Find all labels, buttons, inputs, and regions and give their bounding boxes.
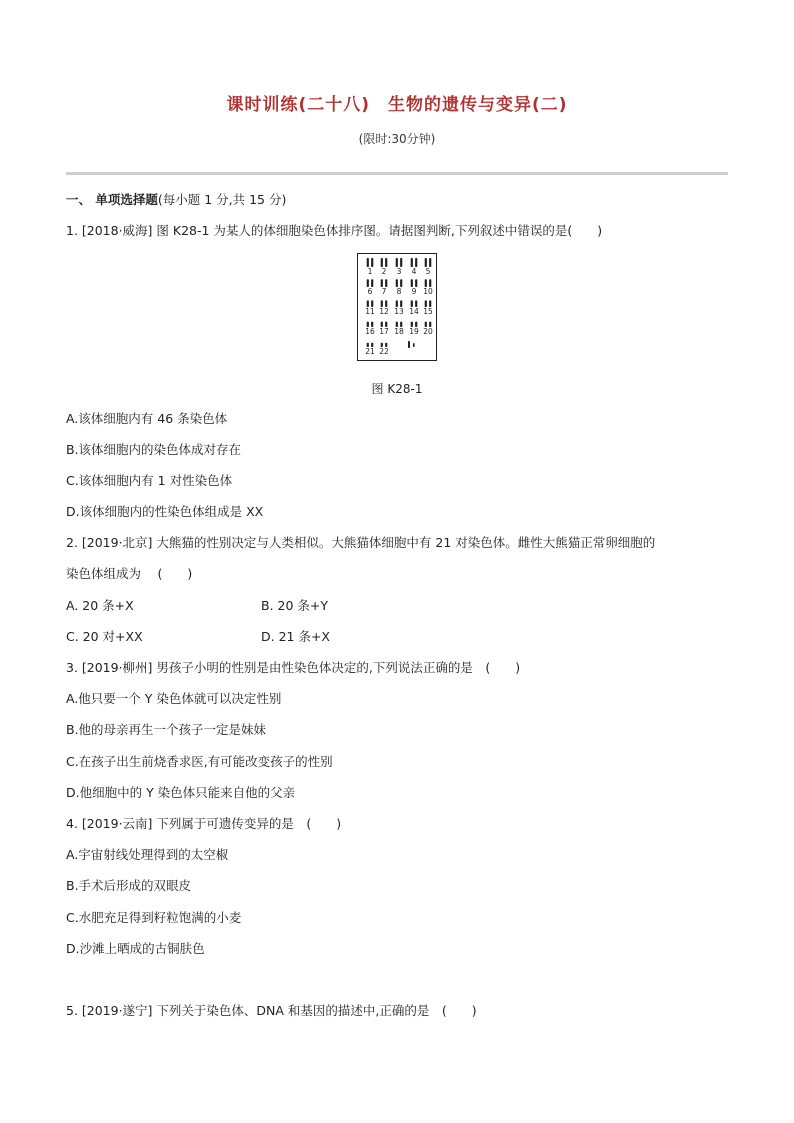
chromosome-label: 11 [365,307,375,316]
question-2-option-a: A. 20 条+X [66,598,134,613]
sex-chromosome-2 [413,343,415,347]
chromosome-label: 14 [409,307,419,316]
chromosome-15-1 [425,300,427,307]
question-2-stem: 2. [2019·北京] 大熊猫的性别决定与人类相似。大熊猫体细胞中有 21 对染色体。雌性大熊猫正常卵细胞的 [66,535,656,550]
chromosome-12-1 [381,300,383,307]
question-2-option-d: D. 21 条+X [261,629,330,644]
chromosome-label: 20 [423,327,433,336]
question-3-option-c: C.在孩子出生前烧香求医,有可能改变孩子的性别 [66,754,333,769]
chromosome-13-1 [396,300,398,307]
chromosome-15-2 [429,300,431,307]
chromosome-label: 7 [381,287,387,296]
question-1-option-b: B.该体细胞内的染色体成对存在 [66,442,242,457]
chromosome-6-1 [367,279,369,287]
chromosome-3-1 [396,258,398,267]
chromosome-label: 18 [394,327,404,336]
question-3-stem: 3. [2019·柳州] 男孩子小明的性别是由性染色体决定的,下列说法正确的是 ( ) [66,660,521,675]
chromosome-label: 5 [425,267,431,276]
chromosome-14-1 [411,300,413,307]
section-note: (每小题 1 分,共 15 分) [157,192,287,207]
question-4-option-d: D.沙滩上晒成的古铜肤色 [66,941,205,956]
chromosome-label: 15 [423,307,433,316]
question-4-option-a: A.宇宙射线处理得到的太空椒 [66,847,229,862]
chromosome-1-1 [367,258,369,267]
question-4-stem: 4. [2019·云南] 下列属于可遗传变异的是 ( ) [66,816,342,831]
chromosome-label: 12 [379,307,389,316]
question-1-stem: 1. [2018·威海] 图 K28-1 为某人的体细胞染色体排序图。请据图判断,下列叙述中错误的是( ) [66,223,603,238]
time-limit: (限时:30分钟) [358,132,436,146]
chromosome-label: 17 [379,327,389,336]
chromosome-4-1 [411,258,413,267]
karyotype-figure [357,253,437,361]
question-4-option-c: C.水肥充足得到籽粒饱满的小麦 [66,910,242,925]
chromosome-label: 22 [379,347,389,356]
chromosome-11-2 [371,300,373,307]
chromosome-11-1 [367,300,369,307]
question-5-stem: 5. [2019·遂宁] 下列关于染色体、DNA 和基因的描述中,正确的是 ( ) [66,1003,477,1018]
section-heading [66,192,286,208]
header-divider [66,172,728,175]
chromosome-5-2 [429,258,431,267]
chromosome-1-2 [371,258,373,267]
section-title: 一、 单项选择题 [66,192,158,207]
chromosome-label: 16 [365,327,375,336]
chromosome-label: 6 [367,287,373,296]
question-1-option-d: D.该体细胞内的性染色体组成是 XX [66,504,264,519]
question-1-option-a: A.该体细胞内有 46 条染色体 [66,411,228,426]
chromosome-label: 21 [365,347,375,356]
chromosome-9-1 [411,279,413,287]
chromosome-label: 3 [396,267,402,276]
chromosome-label: 9 [411,287,417,296]
chromosome-label: 2 [381,267,387,276]
chromosome-2-2 [385,258,387,267]
chromosome-label: 10 [423,287,433,296]
chromosome-13-2 [400,300,402,307]
question-4-option-b: B.手术后形成的双眼皮 [66,878,192,893]
chromosome-10-1 [425,279,427,287]
question-2-option-b: B. 20 条+Y [261,598,329,613]
question-2-option-c: C. 20 对+XX [66,629,143,644]
question-2-stem-continued: 染色体组成为 ( ) [66,566,193,581]
sex-chromosome-1 [408,341,410,348]
figure-caption: 图 K28-1 [371,382,423,396]
chromosome-label: 1 [367,267,373,276]
karyotype-image [358,254,435,359]
chromosome-7-1 [381,279,383,287]
chromosome-10-2 [429,279,431,287]
chromosome-4-2 [415,258,417,267]
chromosome-5-1 [425,258,427,267]
question-3-option-d: D.他细胞中的 Y 染色体只能来自他的父亲 [66,785,296,800]
chromosome-8-1 [396,279,398,287]
question-3-option-b: B.他的母亲再生一个孩子一定是妹妹 [66,722,267,737]
chromosome-label: 19 [409,327,419,336]
question-3-option-a: A.他只要一个 Y 染色体就可以决定性别 [66,691,282,706]
chromosome-3-2 [400,258,402,267]
chromosome-2-1 [381,258,383,267]
chromosome-label: 13 [394,307,404,316]
chromosome-12-2 [385,300,387,307]
chromosome-14-2 [415,300,417,307]
page-title: 课时训练(二十八) 生物的遗传与变异(二) [226,95,568,115]
chromosome-8-2 [400,279,402,287]
chromosome-9-2 [415,279,417,287]
chromosome-7-2 [385,279,387,287]
question-1-option-c: C.该体细胞内有 1 对性染色体 [66,473,233,488]
chromosome-6-2 [371,279,373,287]
chromosome-label: 4 [411,267,417,276]
chromosome-label: 8 [396,287,402,296]
